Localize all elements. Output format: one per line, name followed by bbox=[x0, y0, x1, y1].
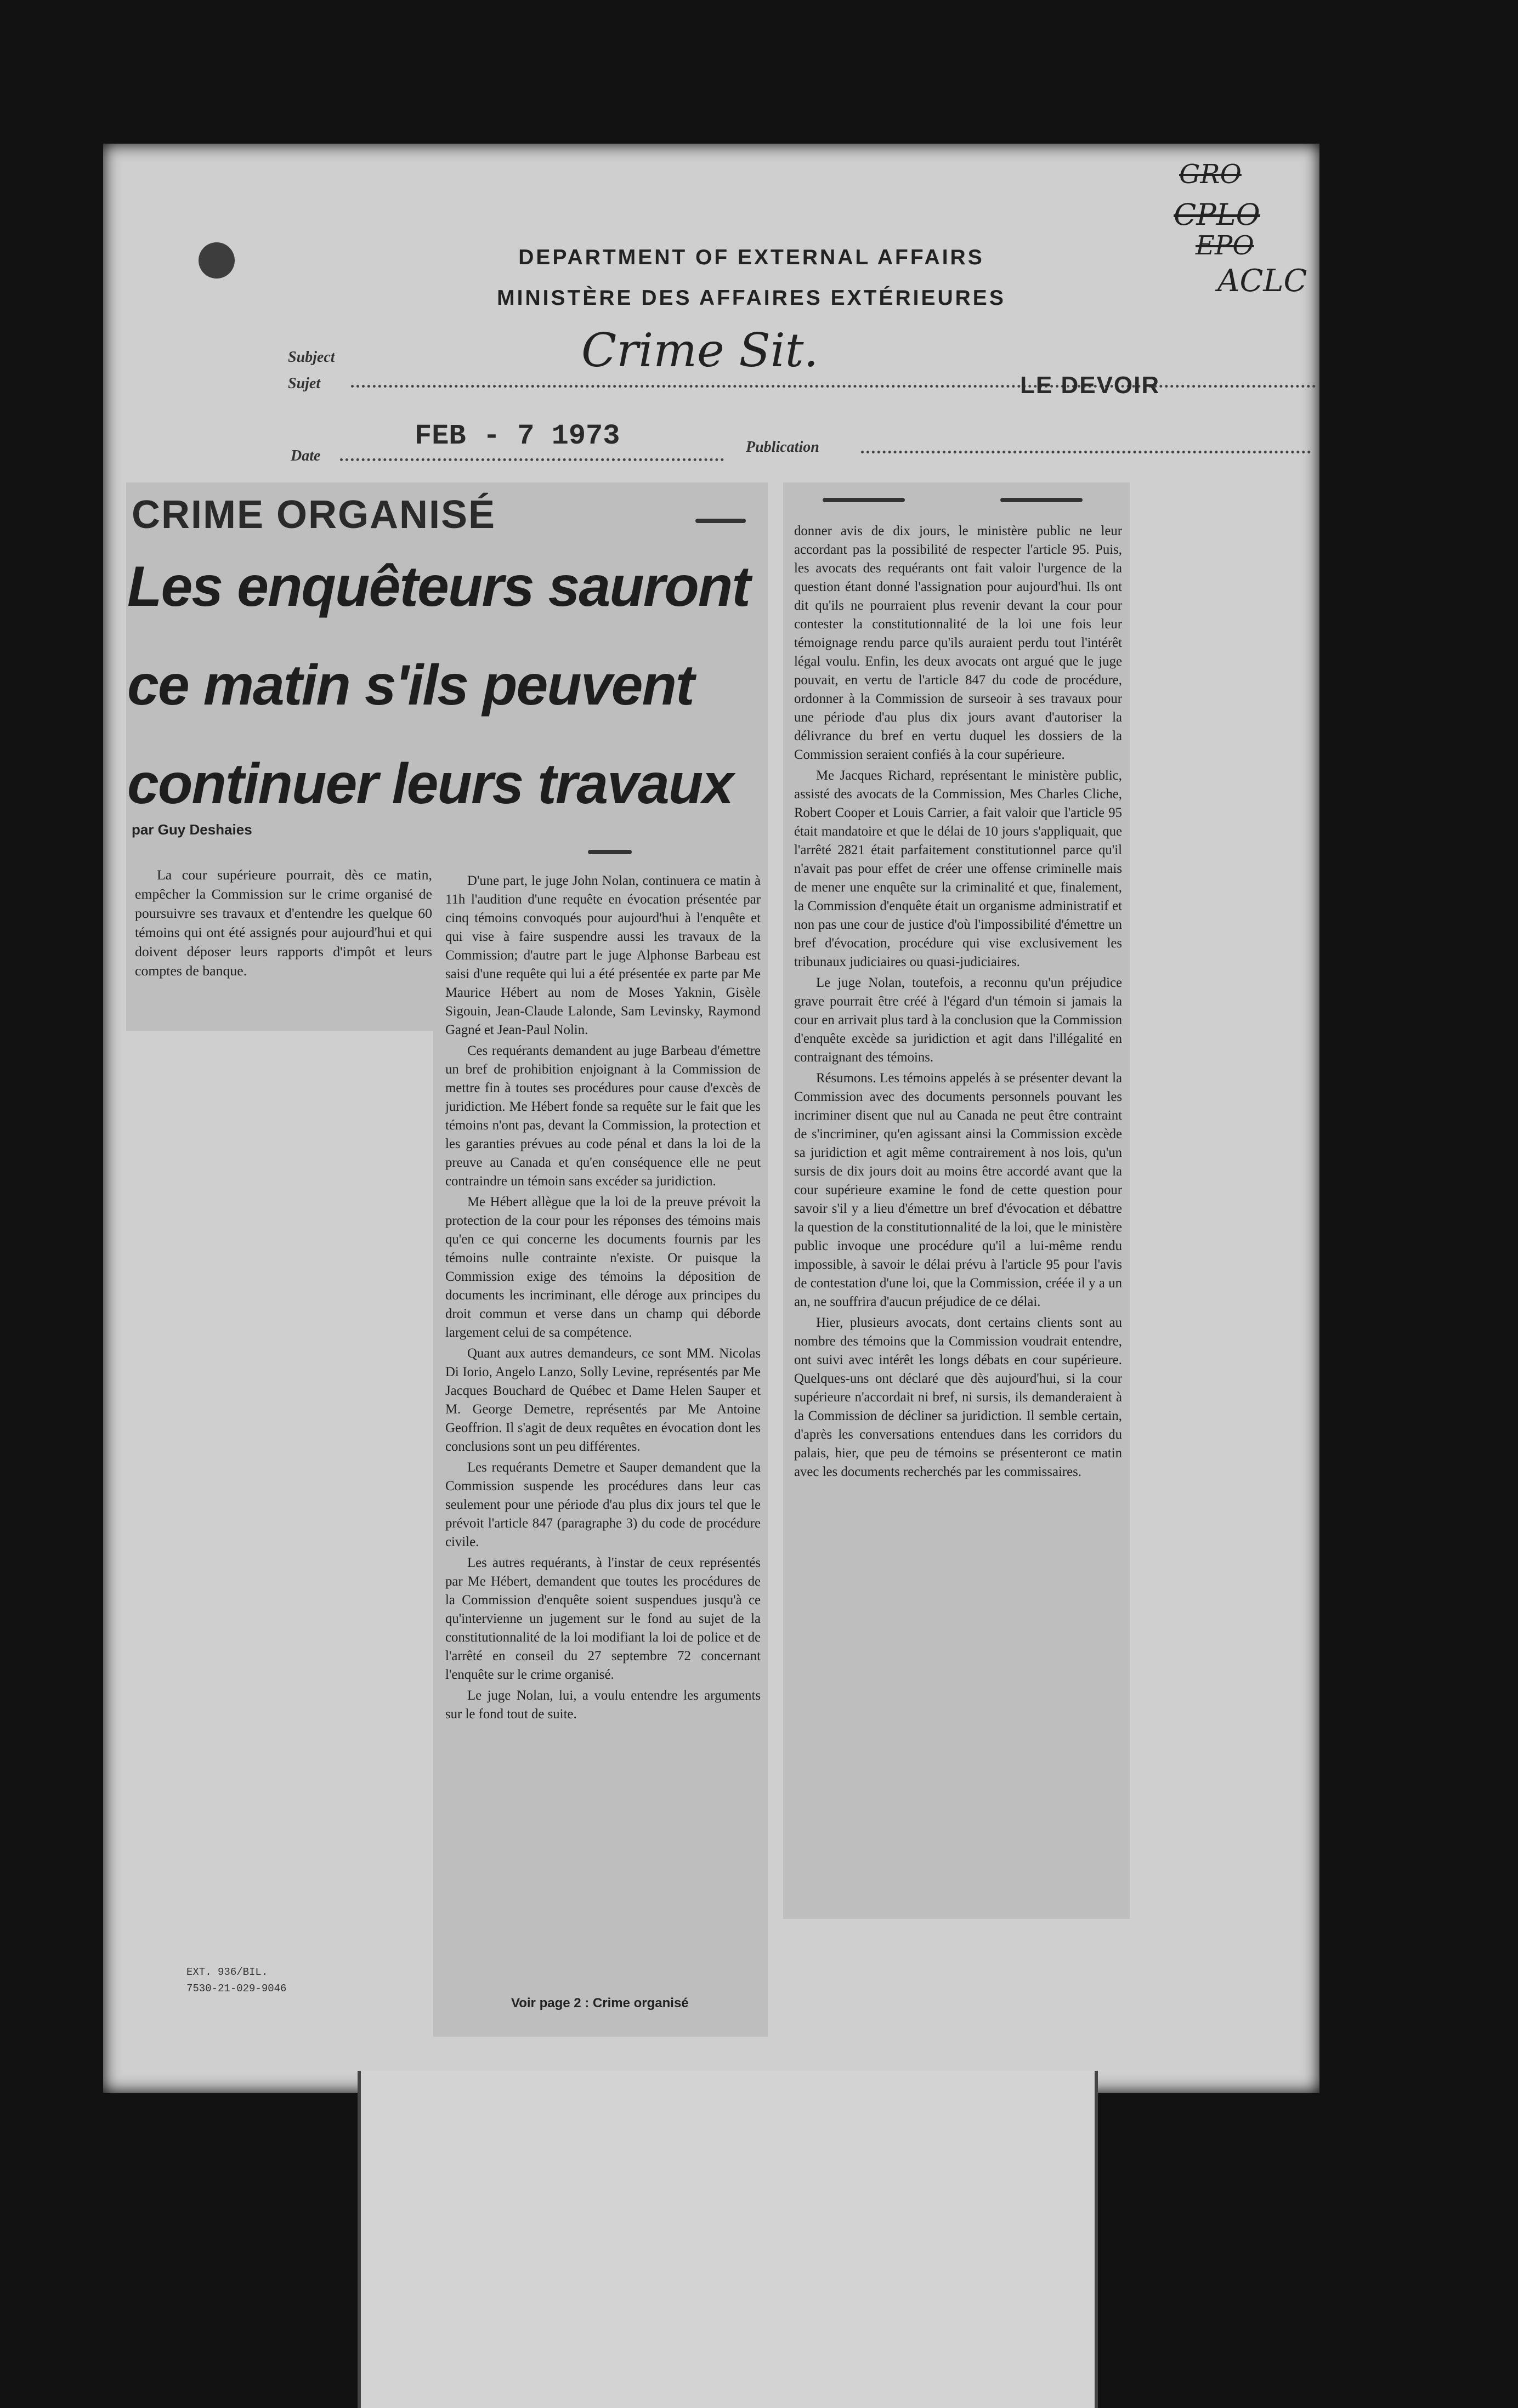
routing-mark-4: ACLC bbox=[1217, 263, 1307, 299]
paragraph: Ces requérants demandent au juge Barbeau d'émettre un bref de prohibition enjoignant à la Commission de mettre fin à toutes ses procédures pour cause d'excès de juridiction. Me Hébert fonde sa requête sur le fait que les témoins n'ont pas, devant la Commission, la protection et les garanties prévues au code pénal et dans la loi de la preuve au Canada et qu'en conséquence elle ne peut contraindre un témoin sans excéder sa juridiction. bbox=[445, 1043, 761, 1189]
department-fr: MINISTÈRE DES AFFAIRES EXTÉRIEURES bbox=[497, 286, 1006, 310]
paragraph: Hier, plusieurs avocats, dont certains clients sont au nombre des témoins que la Commission voudrait entendre, ont suivi avec intérêt les longs débats en cour supérieure. Quelques-uns ont déclaré que dès aujourd'hui, si la cour supérieure n'accordait ni bref, ni sursis, ils demanderaient à la Commission de décliner sa juridiction. Il semble certain, d'après les conversations entendues dans les corridors du palais, hier, que peu de témoins se présenteront ce matin avec les documents recherchés par les commissaires. bbox=[794, 1315, 1122, 1479]
paragraph: Me Jacques Richard, représentant le ministère public, assisté des avocats de la Commission, Mes Charles Cliche, Robert Cooper et Louis Carrier, a fait valoir que l'article 95 était mandatoire et que le délai de 10 jours s'appliquait, que l'arrêté 2821 était parfaitement constitutionnel parce qu'il n'avait pas pour effet de créer une offense criminelle mais de mener une enquête sur la criminalité et que, finalement, la Commission d'enquête était un organisme administratif et non pas une cour de justice d'où l'impossibilité d'émettre un bref d'évocation, procédure qui vise exclusivement les tribunaux judiciaires ou quasi-judiciaires. bbox=[794, 768, 1122, 969]
article-kicker: CRIME ORGANISÉ bbox=[132, 493, 496, 537]
routing-mark-3: EPO bbox=[1196, 230, 1254, 261]
subject-label-en: Subject bbox=[288, 349, 335, 366]
article-column-2 bbox=[445, 872, 761, 1985]
subject-label-fr: Sujet bbox=[288, 375, 321, 392]
routing-mark-1: GRO bbox=[1179, 159, 1242, 190]
paragraph: Les requérants Demetre et Sauper demandent que la Commission suspende les procédures dans leur cas seulement pour une période d'au plus dix jours tel que le prévoit l'article 847 (paragraphe 3) du code de procédure civile. bbox=[445, 1460, 761, 1549]
publication-value: LE DEVOIR bbox=[1020, 372, 1160, 399]
publication-label: Publication bbox=[746, 439, 819, 456]
routing-mark-2: CPLO bbox=[1174, 197, 1260, 232]
date-value: FEB - 7 1973 bbox=[415, 420, 620, 452]
article-byline: par Guy Deshaies bbox=[132, 821, 252, 838]
lead-paragraph: La cour supérieure pourrait, dès ce matin, empêcher la Commission sur le crime organisé de poursuivre ses travaux et d'entendre les quelque 60 témoins qui ont été assignés pour aujourd'hui et qui doivent déposer leurs rapports d'impôt et leurs comptes de banque. bbox=[135, 867, 432, 979]
paragraph: Le juge Nolan, lui, a voulu entendre les arguments sur le fond tout de suite. bbox=[445, 1688, 761, 1722]
form-code bbox=[186, 1964, 286, 1997]
headline-line: continuer leurs travaux bbox=[127, 752, 733, 816]
paragraph: D'une part, le juge John Nolan, continuera ce matin à 11h l'audition d'une requête en évocation présentée par cinq témoins convoqués pour aujourd'hui à l'enquête et qui vise à faire suspendre aussi les travaux de la Commission; d'autre part le juge Alphonse Barbeau est saisi d'une requête qui lui a été présentée ex parte par Me Maurice Hébert au nom de Moses Yaknin, Gisèle Sigouin, Jean-Claude Lalonde, Sam Levinsky, Raymond Gagné et Jean-Paul Nolin. bbox=[445, 873, 761, 1037]
subject-line bbox=[351, 385, 1316, 388]
punch-hole-icon bbox=[199, 242, 235, 279]
headline-line: ce matin s'ils peuvent bbox=[127, 654, 694, 717]
paragraph: donner avis de dix jours, le ministère public ne leur accordant pas la possibilité de respecter l'article 95. Puis, les avocats des requérants ont fait valoir l'urgence de la question étant donné l'assignation pour aujourd'hui. Ils ont dit qu'ils ne pourraient plus revenir devant la cour pour contester la constitutionnalité de la loi une fois leur témoignage rendu parce qu'ils auraient perdu tout l'intérêt légal voulu. Enfin, les deux avocats ont argué que le juge pouvait, en vertu de l'article 847 du code de procédure, ordonner à la Commission de surseoir à ses travaux pour une période d'au plus dix jours avant d'autoriser la délivrance du bref en vertu duquel les dossiers de la Commission seraient confiés à la cour supérieure. bbox=[794, 524, 1122, 762]
subject-value: Crime Sit. bbox=[581, 323, 819, 377]
continuation-note: Voir page 2 : Crime organisé bbox=[511, 1996, 689, 2011]
paragraph: Les autres requérants, à l'instar de ceux représentés par Me Hébert, demandent que toutes les procédures de la Commission d'enquête soient suspendues jusqu'à ce qu'intervienne un jugement sur le fond au sujet de la constitutionnalité de la loi modifiant la loi de police et de l'arrêté en conseil du 27 septembre 72 concernant l'enquête sur le crime organisé. bbox=[445, 1555, 761, 1682]
ornament-dash bbox=[588, 850, 632, 854]
ornament-dash bbox=[1000, 498, 1083, 502]
paragraph: Résumons. Les témoins appelés à se présenter devant la Commission avec des documents personnels pouvant les incriminer disent que nul au Canada ne peut être contraint de s'incriminer, qu'en agissant ainsi la Commission excède sa juridiction et agit même contrairement à nos lois, qu'un sursis de dix jours doit au moins être accordé avant que la cour supérieure examine le fond de cette question pour savoir s'il y a lieu d'émettre un bref d'évocation et débattre la question de la constitutionnalité de la loi, que le ministère public invoque une procédure qu'il a lui-même rendu impossible, à savoir le délai prévu à l'article 95 pour l'avis de contestation d'une loi, que la Commission, créée il y a un an, ne souffrira d'aucun préjudice de ce délai. bbox=[794, 1071, 1122, 1309]
publication-line bbox=[861, 451, 1311, 453]
paragraph: Quant aux autres demandeurs, ce sont MM. Nicolas Di Iorio, Angelo Lanzo, Solly Levine, représentés par Me Jacques Bouchard de Québec et Dame Helen Sauper et M. George Demetre, représentés par Me Antoine Geoffrion. Il s'agit de deux requêtes en évocation dont les conclusions sont un peu différentes. bbox=[445, 1346, 761, 1454]
paragraph: Le juge Nolan, toutefois, a reconnu qu'un préjudice grave pourrait être créé à l'égard d'un témoin si jamais la cour en arrivait plus tard à la conclusion que la Commission d'enquête excède sa juridiction et agit dans l'illégalité en contraignant des témoins. bbox=[794, 975, 1122, 1065]
article-headline bbox=[127, 537, 763, 833]
date-line bbox=[340, 458, 724, 461]
lower-paper-stub bbox=[358, 2071, 1098, 2408]
department-en: DEPARTMENT OF EXTERNAL AFFAIRS bbox=[518, 246, 984, 269]
form-code-line: 7530-21-029-9046 bbox=[186, 1983, 287, 1995]
ornament-dash bbox=[695, 519, 746, 523]
article-column-3 bbox=[794, 522, 1122, 1909]
paragraph: Me Hébert allègue que la loi de la preuve prévoit la protection de la cour pour les réponses des témoins mais qu'en ce qui concerne les documents fournis par les témoins nulle contrainte n'existe. Or puisque la Commission exige des témoins la déposition de documents les incriminant, elle déroge aux principes du droit commun et verse dans un champ qui déborde largement celui de sa compétence. bbox=[445, 1195, 761, 1340]
headline-line: Les enquêteurs sauront bbox=[127, 555, 750, 618]
date-label: Date bbox=[291, 447, 321, 464]
article-lead bbox=[135, 865, 432, 982]
form-code-line: EXT. 936/BIL. bbox=[186, 1966, 268, 1978]
ornament-dash bbox=[823, 498, 905, 502]
